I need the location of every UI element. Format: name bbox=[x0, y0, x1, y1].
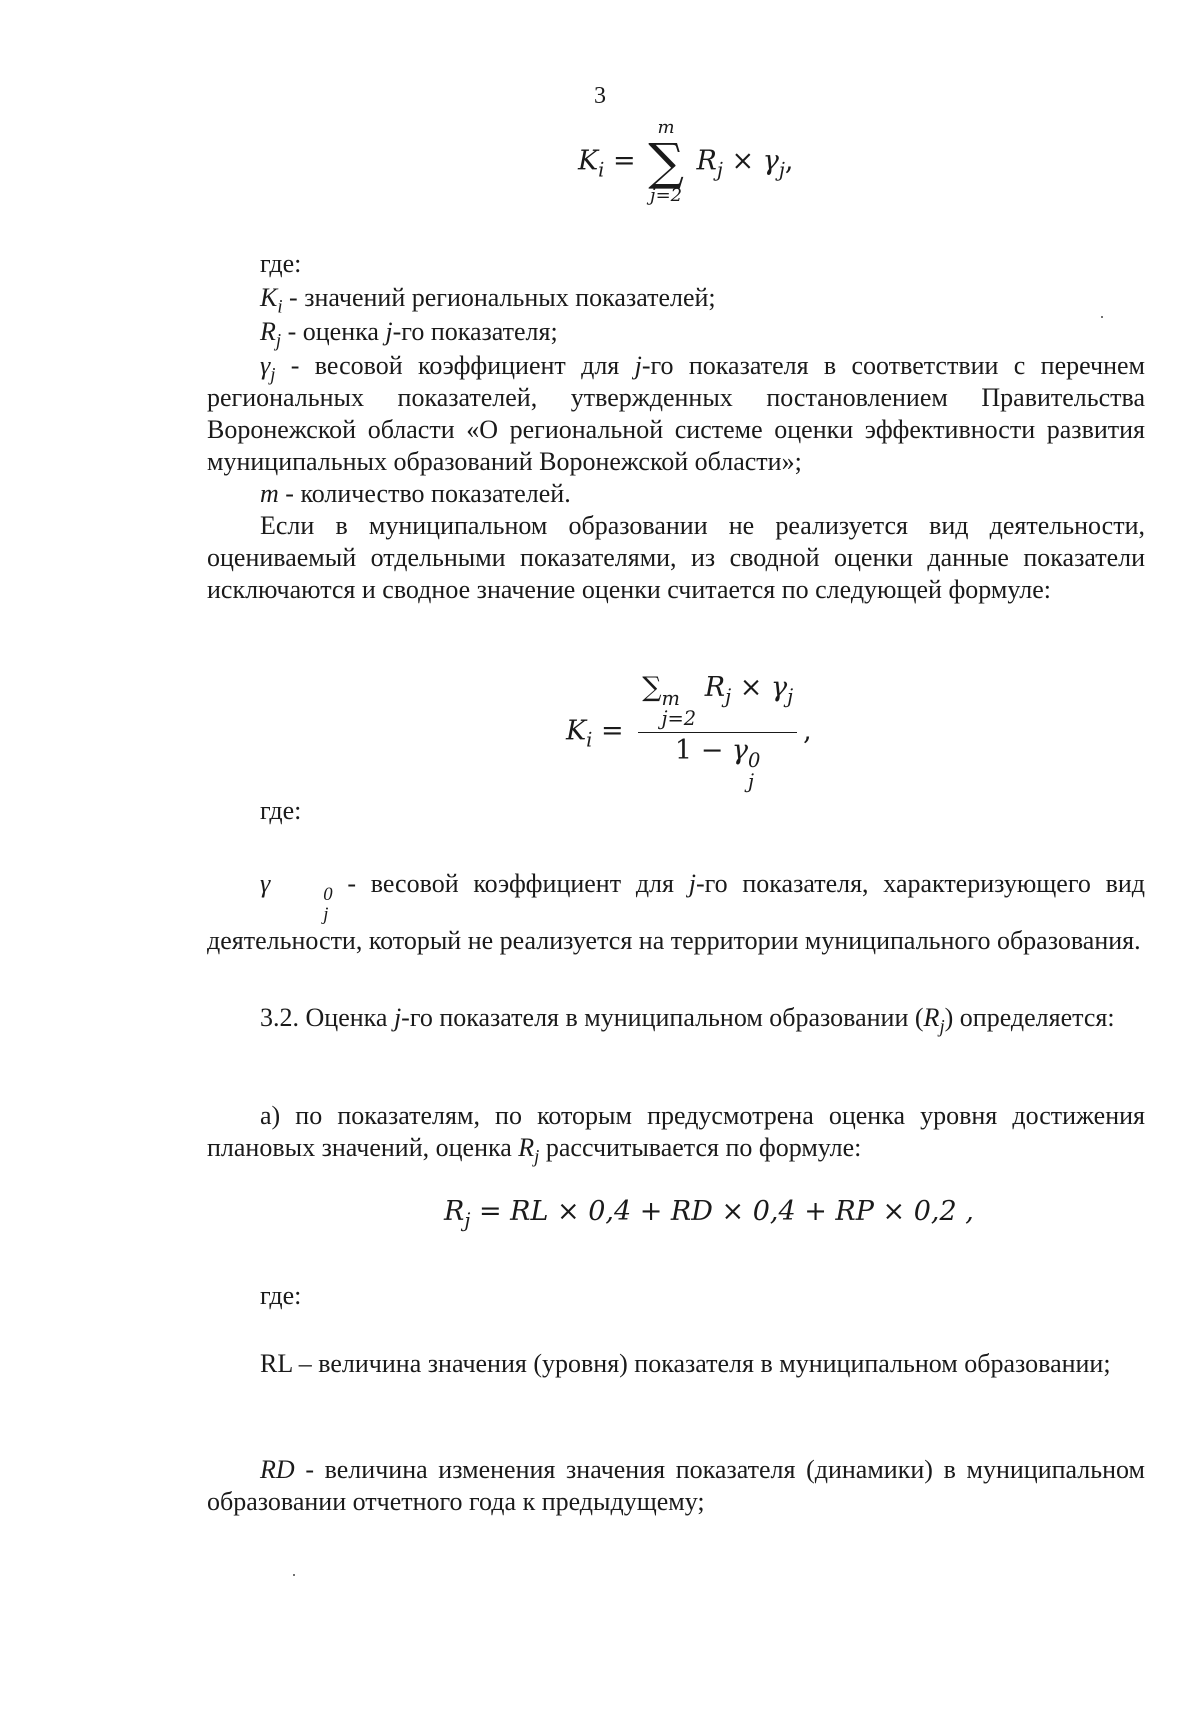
definitions-block-1 bbox=[207, 248, 1145, 606]
scan-speck bbox=[293, 1574, 295, 1576]
formula-rj: $R_j$ = RL × 0,4 + RD × 0,4 + RP × 0,2 , bbox=[444, 1196, 974, 1232]
definition-gamma: $\gamma_j$ - весовой коэффициент для j-го показателя в соответствии с перечнем региональных показателей, утвержденных постановлением Правительства Воронежской области «О региональной системе оценки эффективности развития муниципальных образований Воронежской области»; bbox=[207, 351, 1145, 476]
definition-rd: RD - величина изменения значения показателя (динамики) в муниципальном образовании отчетного года к предыдущему; bbox=[207, 1455, 1145, 1516]
formula-k-sum: $K_i$ = m ∑ j=2 $R_j \times \gamma_j$, bbox=[578, 117, 794, 206]
where-label: где: bbox=[260, 249, 302, 278]
page-number: 3 bbox=[594, 83, 606, 109]
definition-rl: RL – величина значения (уровня) показателя в муниципальном образовании; bbox=[260, 1349, 1111, 1378]
definition-k: $K_i$ - значений региональных показателей; bbox=[260, 283, 716, 318]
definition-gamma0: γ 0 j - весовой коэффициент для j-го показателя, характеризующего вид деятельности, который не реализуется на территории муниципального образования. bbox=[207, 869, 1146, 955]
where-label-2: где: bbox=[260, 796, 302, 825]
definition-r: $R_j$ - оценка j-го показателя; bbox=[260, 317, 558, 352]
fraction-denominator: 1 − γ 0 j bbox=[674, 734, 761, 793]
scan-speck bbox=[1101, 316, 1103, 318]
fraction bbox=[638, 672, 797, 792]
paragraph-exclusion: Если в муниципальном образовании не реализуется вид деятельности, оцениваемый отдельными показателями, из сводной оценки данные показатели исключаются и сводное значение оценки считается по следующей формуле: bbox=[207, 511, 1145, 604]
definition-m: m - количество показателей. bbox=[260, 479, 571, 508]
paragraph-a: а) по показателям, по которым предусмотрена оценка уровня достижения плановых значений, оценка $R_j$ рассчитывается по формуле: bbox=[207, 1101, 1145, 1168]
where-label-3: где: bbox=[260, 1281, 302, 1310]
paragraph-3-2: 3.2. Оценка j-го показателя в муниципальном образовании $(R_j)$ определяется: bbox=[260, 1003, 1115, 1038]
fraction-numerator: ∑ m j=2 $R_j \times \gamma_j$ bbox=[638, 672, 797, 733]
formula-k-fraction: $K_i$ = ∑ m j=2 $R_j \times \gamma_j$ 1 − γ 0 j , bbox=[566, 672, 812, 793]
sum-operator: m ∑ j=2 bbox=[648, 117, 684, 206]
